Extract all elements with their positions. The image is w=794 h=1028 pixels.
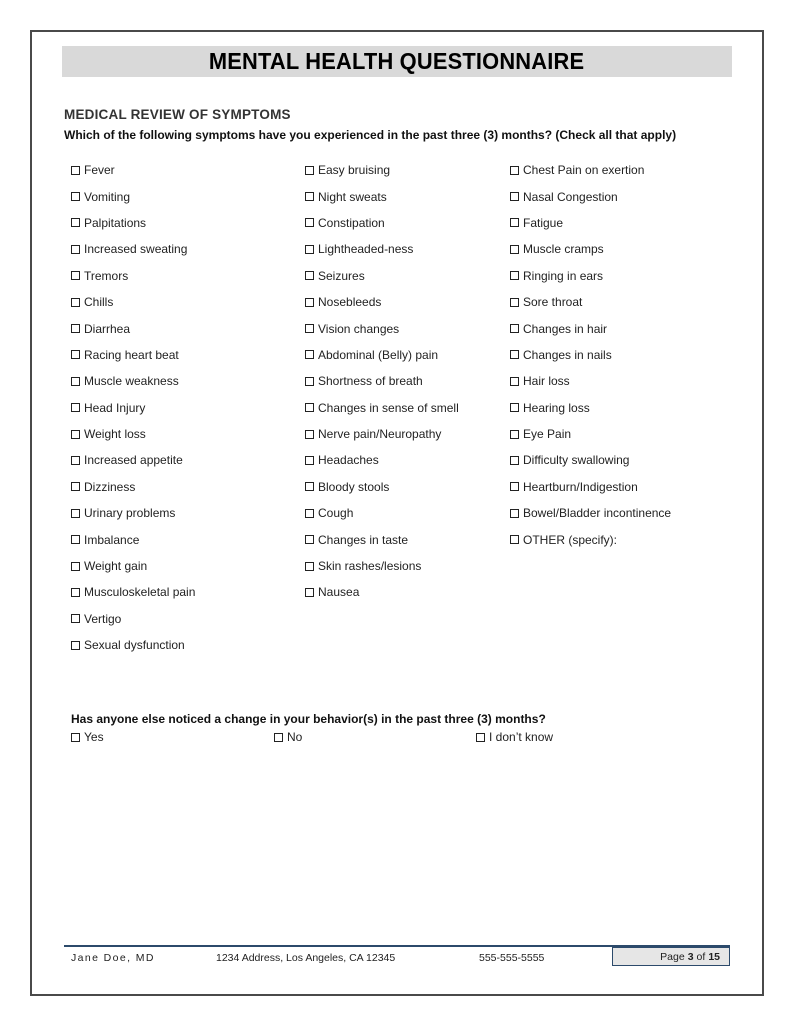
behavior-option-no[interactable]	[274, 730, 302, 744]
checkbox[interactable]	[476, 733, 485, 742]
symptom-item[interactable]	[71, 315, 195, 341]
symptom-column-2	[305, 157, 459, 606]
symptom-label: Musculoskeletal pain	[84, 585, 196, 600]
checkbox[interactable]	[71, 733, 80, 742]
symptom-item[interactable]	[71, 183, 195, 209]
symptom-label: Constipation	[318, 215, 385, 230]
symptom-item[interactable]	[71, 263, 195, 289]
symptom-item[interactable]	[510, 421, 671, 447]
symptom-item[interactable]	[510, 368, 671, 394]
page-number-box	[612, 947, 730, 966]
option-label: I don’t know	[489, 730, 554, 744]
symptom-column-3	[510, 157, 671, 553]
symptom-label: Bloody stools	[318, 479, 390, 494]
symptom-label: Vomiting	[84, 189, 131, 204]
symptom-label: Imbalance	[84, 532, 140, 547]
symptom-label: Abdominal (Belly) pain	[318, 347, 439, 362]
symptom-label: Vision changes	[318, 321, 400, 336]
symptom-label: Shortness of breath	[318, 374, 423, 389]
symptom-item[interactable]	[305, 553, 459, 579]
symptom-label: Eye Pain	[523, 427, 572, 442]
checkbox[interactable]	[510, 218, 519, 227]
symptom-item[interactable]	[71, 289, 195, 315]
symptom-item[interactable]	[71, 395, 195, 421]
symptom-label: Cough	[318, 506, 354, 521]
symptom-label: Tremors	[84, 268, 129, 283]
checkbox[interactable]	[510, 192, 519, 201]
symptom-item[interactable]	[71, 236, 195, 262]
symptom-label: Fatigue	[523, 215, 564, 230]
symptom-item[interactable]	[510, 395, 671, 421]
symptom-label: Sore throat	[523, 295, 583, 310]
symptom-label: Changes in sense of smell	[318, 400, 459, 415]
symptom-item[interactable]	[71, 606, 195, 632]
symptom-item[interactable]	[305, 526, 459, 552]
footer-address: 1234 Address, Los Angeles, CA 12345	[216, 952, 396, 964]
symptom-item[interactable]	[71, 526, 195, 552]
checkbox[interactable]	[305, 403, 314, 412]
symptom-item[interactable]	[305, 342, 459, 368]
symptom-label: Changes in hair	[523, 321, 608, 336]
checkbox[interactable]	[510, 324, 519, 333]
checkbox[interactable]	[71, 245, 80, 254]
checkbox[interactable]	[510, 350, 519, 359]
symptom-item[interactable]	[305, 157, 459, 183]
checkbox[interactable]	[71, 614, 80, 623]
symptom-label: Ringing in ears	[523, 268, 604, 283]
checkbox[interactable]	[71, 509, 80, 518]
checkbox[interactable]	[71, 377, 80, 386]
symptom-label: Racing heart beat	[84, 347, 179, 362]
symptoms-question: Which of the following symptoms have you experienced in the past three (3) months? (Check all that apply)	[64, 128, 677, 142]
checkbox[interactable]	[305, 562, 314, 571]
symptom-label: Dizziness	[84, 479, 136, 494]
title-bar	[62, 46, 732, 77]
checkbox[interactable]	[510, 245, 519, 254]
symptom-label: Sexual dysfunction	[84, 638, 185, 653]
option-label: No	[287, 730, 303, 744]
footer-doctor-name: Jane Doe, MD	[71, 952, 155, 964]
checkbox[interactable]	[305, 245, 314, 254]
symptom-item[interactable]	[510, 342, 671, 368]
symptom-label: Nerve pain/Neuropathy	[318, 427, 442, 442]
checkbox[interactable]	[71, 562, 80, 571]
checkbox[interactable]	[305, 350, 314, 359]
checkbox[interactable]	[71, 350, 80, 359]
symptom-label: OTHER (specify):	[523, 532, 618, 547]
symptom-item[interactable]	[305, 579, 459, 605]
checkbox[interactable]	[305, 271, 314, 280]
symptom-item[interactable]	[510, 500, 671, 526]
checkbox[interactable]	[510, 535, 519, 544]
symptom-item[interactable]	[305, 236, 459, 262]
symptom-item[interactable]	[510, 526, 671, 552]
checkbox[interactable]	[71, 324, 80, 333]
symptom-label: Headaches	[318, 453, 379, 468]
checkbox[interactable]	[71, 192, 80, 201]
checkbox[interactable]	[305, 482, 314, 491]
checkbox[interactable]	[305, 377, 314, 386]
symptom-label: Skin rashes/lesions	[318, 559, 422, 574]
symptom-item[interactable]	[71, 632, 195, 658]
symptom-item[interactable]	[510, 210, 671, 236]
symptom-item[interactable]	[305, 183, 459, 209]
symptom-label: Increased appetite	[84, 453, 183, 468]
symptom-item[interactable]	[305, 421, 459, 447]
symptom-item[interactable]	[510, 447, 671, 473]
symptom-item[interactable]	[305, 210, 459, 236]
checkbox[interactable]	[305, 456, 314, 465]
checkbox[interactable]	[305, 166, 314, 175]
symptom-item[interactable]	[71, 368, 195, 394]
checkbox[interactable]	[305, 535, 314, 544]
symptom-label: Weight loss	[84, 427, 146, 442]
page-total: 15	[708, 950, 720, 963]
symptom-label: Seizures	[318, 268, 365, 283]
checkbox[interactable]	[510, 298, 519, 307]
symptom-item[interactable]	[510, 474, 671, 500]
symptom-label: Changes in nails	[523, 347, 612, 362]
checkbox[interactable]	[305, 298, 314, 307]
symptom-item[interactable]	[305, 289, 459, 315]
symptom-item[interactable]	[510, 263, 671, 289]
symptom-label: Hearing loss	[523, 400, 590, 415]
symptom-item[interactable]	[71, 500, 195, 526]
symptom-label: Chest Pain on exertion	[523, 163, 645, 178]
checkbox[interactable]	[71, 482, 80, 491]
symptom-item[interactable]	[510, 157, 671, 183]
checkbox[interactable]	[71, 298, 80, 307]
symptom-item[interactable]	[71, 579, 195, 605]
checkbox[interactable]	[274, 733, 283, 742]
symptom-label: Vertigo	[84, 611, 122, 626]
checkbox[interactable]	[71, 456, 80, 465]
symptom-label: Urinary problems	[84, 506, 176, 521]
symptom-label: Weight gain	[84, 559, 148, 574]
checkbox[interactable]	[510, 166, 519, 175]
symptom-item[interactable]	[305, 263, 459, 289]
checkbox[interactable]	[305, 588, 314, 597]
symptom-item[interactable]	[510, 236, 671, 262]
symptom-item[interactable]	[71, 157, 195, 183]
behavior-option-yes[interactable]	[71, 730, 104, 744]
checkbox[interactable]	[510, 271, 519, 280]
symptom-label: Heartburn/Indigestion	[523, 479, 638, 494]
symptom-label: Bowel/Bladder incontinence	[523, 506, 672, 521]
symptom-label: Easy bruising	[318, 163, 391, 178]
symptom-label: Diarrhea	[84, 321, 131, 336]
option-label: Yes	[84, 730, 104, 744]
checkbox[interactable]	[510, 509, 519, 518]
symptom-label: Nausea	[318, 585, 360, 600]
symptom-item[interactable]	[71, 210, 195, 236]
symptom-item[interactable]	[305, 447, 459, 473]
behavior-question: Has anyone else noticed a change in your behavior(s) in the past three (3) months?	[71, 712, 546, 726]
symptom-label: Muscle cramps	[523, 242, 604, 257]
symptom-item[interactable]	[510, 289, 671, 315]
symptom-item[interactable]	[305, 395, 459, 421]
checkbox[interactable]	[510, 430, 519, 439]
checkbox[interactable]	[510, 482, 519, 491]
symptom-label: Night sweats	[318, 189, 387, 204]
symptom-label: Fever	[84, 163, 115, 178]
checkbox[interactable]	[305, 430, 314, 439]
symptom-label: Palpitations	[84, 215, 147, 230]
page-current: 3	[687, 950, 694, 963]
symptom-item[interactable]	[305, 315, 459, 341]
checkbox[interactable]	[510, 456, 519, 465]
symptom-item[interactable]	[71, 553, 195, 579]
checkbox[interactable]	[305, 218, 314, 227]
page-title: MENTAL HEALTH QUESTIONNAIRE	[209, 48, 585, 74]
symptom-label: Chills	[84, 295, 114, 310]
checkbox[interactable]	[305, 192, 314, 201]
symptom-label: Muscle weakness	[84, 374, 179, 389]
checkbox[interactable]	[71, 218, 80, 227]
footer-phone: 555-555-5555	[479, 952, 545, 964]
symptom-label: Changes in taste	[318, 532, 409, 547]
symptom-item[interactable]	[510, 315, 671, 341]
checkbox[interactable]	[71, 588, 80, 597]
symptom-item[interactable]	[510, 183, 671, 209]
checkbox[interactable]	[305, 509, 314, 518]
symptom-label: Difficulty swallowing	[523, 453, 630, 468]
page-of: of	[696, 950, 706, 963]
checkbox[interactable]	[71, 535, 80, 544]
section-heading: MEDICAL REVIEW OF SYMPTOMS	[64, 107, 291, 122]
checkbox[interactable]	[510, 377, 519, 386]
symptom-item[interactable]	[71, 342, 195, 368]
checkbox[interactable]	[71, 430, 80, 439]
symptom-label: Increased sweating	[84, 242, 188, 257]
symptom-column-1	[71, 157, 195, 658]
checkbox[interactable]	[71, 403, 80, 412]
checkbox[interactable]	[71, 641, 80, 650]
symptom-item[interactable]	[305, 368, 459, 394]
symptom-label: Nasal Congestion	[523, 189, 618, 204]
checkbox[interactable]	[510, 403, 519, 412]
behavior-option-dont-know[interactable]	[476, 730, 553, 744]
page-label: Page	[660, 950, 685, 963]
symptom-label: Head Injury	[84, 400, 146, 415]
symptom-item[interactable]	[305, 500, 459, 526]
symptom-item[interactable]	[305, 474, 459, 500]
symptom-label: Lightheaded-ness	[318, 242, 414, 257]
symptom-item[interactable]	[71, 447, 195, 473]
symptom-label: Hair loss	[523, 374, 570, 389]
checkbox[interactable]	[305, 324, 314, 333]
checkbox[interactable]	[71, 271, 80, 280]
symptom-item[interactable]	[71, 474, 195, 500]
symptom-item[interactable]	[71, 421, 195, 447]
symptom-label: Nosebleeds	[318, 295, 382, 310]
checkbox[interactable]	[71, 166, 80, 175]
